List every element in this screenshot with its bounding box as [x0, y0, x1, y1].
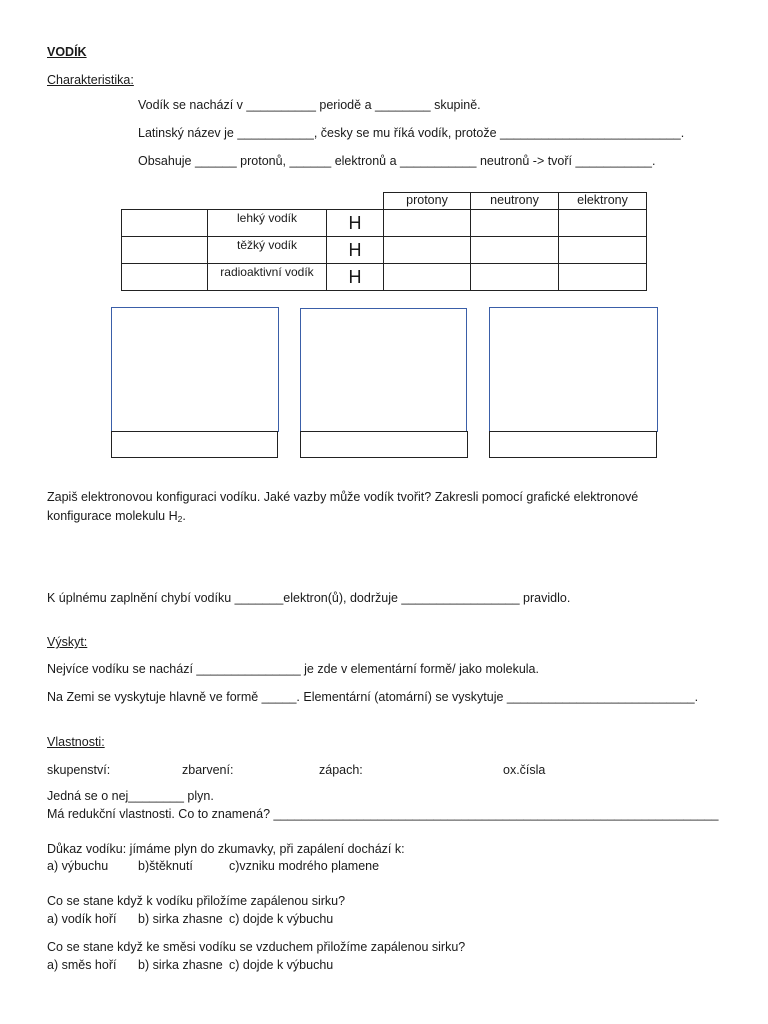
header-neutrony: neutrony — [471, 193, 559, 210]
drawing-box-2[interactable] — [300, 308, 467, 432]
fill-cell[interactable] — [122, 237, 208, 264]
properties-heading: Vlastnosti: — [47, 735, 105, 749]
caption-box-1[interactable] — [111, 431, 278, 458]
characteristics-line-2: Latinský název je ___________, česky se mu říká vodík, protože __________________________. — [138, 126, 685, 140]
answer-2b: b) sirka zhasne — [138, 912, 223, 926]
fill-cell[interactable] — [559, 264, 647, 291]
isotope-name: těžký vodík — [208, 237, 327, 264]
fill-cell[interactable] — [384, 264, 471, 291]
caption-box-3[interactable] — [489, 431, 657, 458]
table-row — [122, 237, 647, 264]
octet-line: K úplnému zaplnění chybí vodíku _______elektron(ů), dodržuje _________________ pravidlo. — [47, 591, 571, 605]
fill-cell[interactable] — [471, 210, 559, 237]
question-1: Důkaz vodíku: jímáme plyn do zkumavky, při zapálení dochází k: — [47, 842, 405, 856]
subscript-2: 2 — [177, 514, 183, 524]
answer-2a: a) vodík hoří — [47, 912, 117, 926]
isotope-name: lehký vodík — [208, 210, 327, 237]
label-zapach: zápach: — [319, 763, 363, 777]
occurrence-line-2: Na Zemi se vyskytuje hlavně ve formě _____. Elementární (atomární) se vyskytuje ___________________________. — [47, 690, 699, 704]
fill-cell[interactable] — [559, 237, 647, 264]
occurrence-heading: Výskyt: — [47, 635, 88, 649]
answer-1b: b)štěknutí — [138, 859, 193, 873]
page-title: VODÍK — [47, 45, 87, 59]
caption-box-2[interactable] — [300, 431, 468, 458]
isotope-name: radioaktivní vodík — [208, 264, 327, 291]
isotope-table-header-row — [122, 193, 647, 210]
properties-line-1: Jedná se o nej________ plyn. — [47, 789, 214, 803]
isotope-table — [121, 192, 647, 291]
answer-3c: c) dojde k výbuchu — [229, 958, 334, 972]
isotope-symbol: H — [327, 210, 384, 237]
answer-3a: a) směs hoří — [47, 958, 117, 972]
table-row — [122, 264, 647, 291]
label-zbarveni: zbarvení: — [182, 763, 234, 777]
fill-cell[interactable] — [384, 210, 471, 237]
properties-line-2: Má redukční vlastnosti. Co to znamená? ________________________________________________________________ — [47, 807, 719, 821]
label-ox-cisla: ox.čísla — [503, 763, 546, 777]
config-task-period: . — [182, 509, 186, 523]
label-skupenstvi: skupenství: — [47, 763, 111, 777]
characteristics-heading: Charakteristika: — [47, 73, 134, 87]
table-row — [122, 210, 647, 237]
fill-cell[interactable] — [122, 210, 208, 237]
question-2: Co se stane když k vodíku přiložíme zapálenou sirku? — [47, 894, 346, 908]
answer-3b: b) sirka zhasne — [138, 958, 223, 972]
fill-cell[interactable] — [559, 210, 647, 237]
config-task-line-2 — [47, 509, 186, 527]
fill-cell[interactable] — [384, 237, 471, 264]
characteristics-line-1: Vodík se nachází v __________ periodě a ________ skupině. — [138, 98, 481, 112]
header-protony: protony — [384, 193, 471, 210]
drawing-box-3[interactable] — [489, 307, 658, 432]
config-task-text: konfigurace molekulu H — [47, 509, 178, 523]
answer-1a: a) výbuchu — [47, 859, 109, 873]
header-elektrony: elektrony — [559, 193, 647, 210]
fill-cell[interactable] — [471, 264, 559, 291]
config-task-line-1: Zapiš elektronovou konfiguraci vodíku. Jaké vazby může vodík tvořit? Zakresli pomocí grafické elektronové — [47, 490, 639, 504]
characteristics-line-3: Obsahuje ______ protonů, ______ elektronů a ___________ neutronů -> tvoří ___________. — [138, 154, 656, 168]
occurrence-line-1: Nejvíce vodíku se nachází _______________ je zde v elementární formě/ jako molekula. — [47, 662, 539, 676]
drawing-box-1[interactable] — [111, 307, 279, 432]
isotope-symbol: H — [327, 237, 384, 264]
answer-1c: c)vzniku modrého plamene — [229, 859, 380, 873]
fill-cell[interactable] — [122, 264, 208, 291]
answer-2c: c) dojde k výbuchu — [229, 912, 334, 926]
question-3: Co se stane když ke směsi vodíku se vzduchem přiložíme zapálenou sirku? — [47, 940, 466, 954]
fill-cell[interactable] — [471, 237, 559, 264]
isotope-symbol: H — [327, 264, 384, 291]
